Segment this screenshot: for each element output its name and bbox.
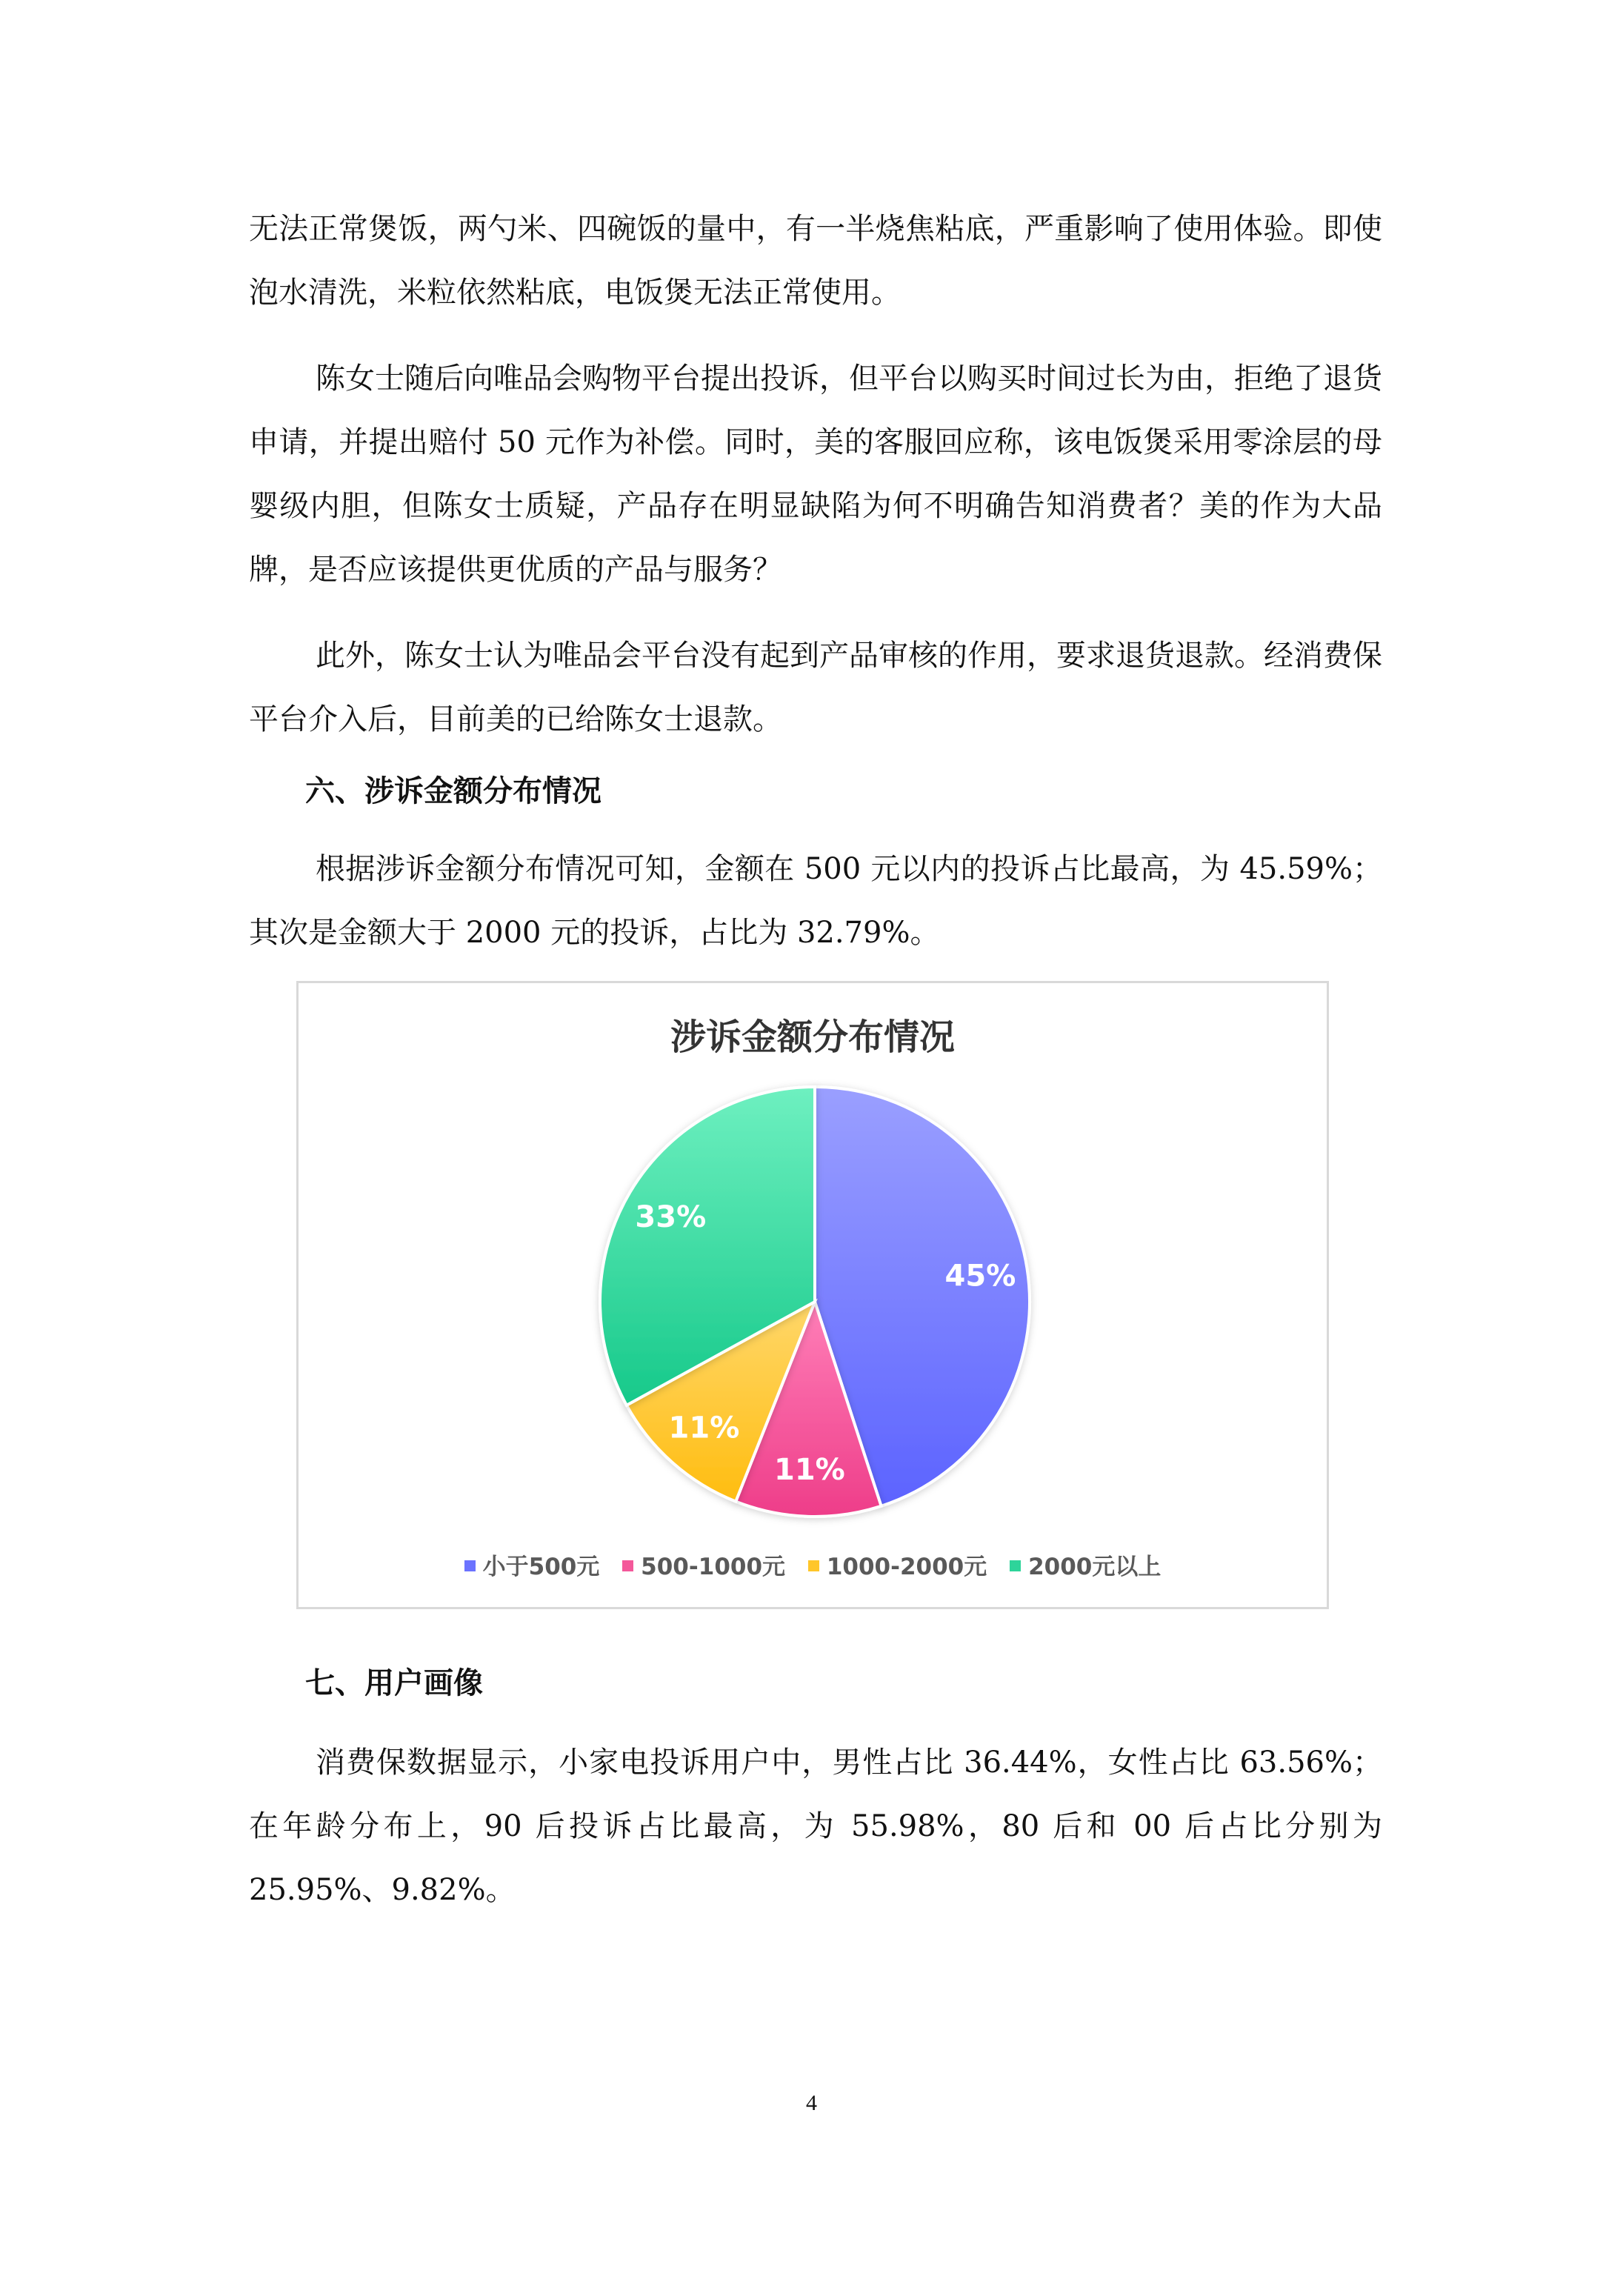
legend-swatch [622,1560,633,1571]
paragraph-1: 无法正常煲饭，两勺米、四碗饭的量中，有一半烧焦粘底，严重影响了使用体验。即使泡水清洗，米粒依然粘底，电饭煲无法正常使用。 [249,212,1382,310]
pie-chart-panel [296,981,1329,1609]
paragraph-5: 消费保数据显示，小家电投诉用户中，男性占比 36.44%，女性占比 63.56%；在年龄分布上，90 后投诉占比最高，为 55.98%，80 后和 00 后占比分别为 25.95%、9.82%。 [249,1746,1382,1907]
legend-label: 小于500元 [482,1554,600,1580]
legend-label: 2000元以上 [1028,1554,1162,1580]
paragraph-3: 此外，陈女士认为唯品会平台没有起到产品审核的作用，要求退货退款。经消费保平台介入后，目前美的已给陈女士退款。 [249,639,1382,736]
legend-item [808,1548,987,1581]
chart-legend [299,1548,1327,1581]
pie-chart [299,983,1327,1607]
section-heading-7: 七、用户画像 [305,1666,483,1700]
legend-swatch [808,1560,819,1571]
legend-label: 500-1000元 [641,1554,786,1580]
chart-title: 涉诉金额分布情况 [670,1016,955,1058]
legend-label: 1000-2000元 [826,1554,987,1580]
pie-slice-label: 11% [774,1453,845,1488]
section-heading-6: 六、涉诉金额分布情况 [305,774,601,808]
pie-slice-label: 33% [635,1199,707,1234]
page-number: 4 [806,2091,817,2115]
legend-item [464,1548,600,1581]
pie-slice-label: 45% [944,1259,1016,1294]
legend-item [622,1548,785,1581]
paragraph-2: 陈女士随后向唯品会购物平台提出投诉，但平台以购买时间过长为由，拒绝了退货申请，并提出赔付 50 元作为补偿。同时，美的客服回应称，该电饭煲采用零涂层的母婴级内胆，但陈女士质疑，产品存在明显缺陷为何不明确告知消费者？美的作为大品牌，是否应该提供更优质的产品与服务？ [249,362,1382,587]
legend-swatch [1010,1560,1021,1571]
pie-slice-label: 11% [668,1411,740,1445]
paragraph-4: 根据涉诉金额分布情况可知，金额在 500 元以内的投诉占比最高，为 45.59%；其次是金额大于 2000 元的投诉，占比为 32.79%。 [249,852,1382,950]
legend-swatch [464,1560,476,1571]
legend-item [1010,1548,1161,1581]
